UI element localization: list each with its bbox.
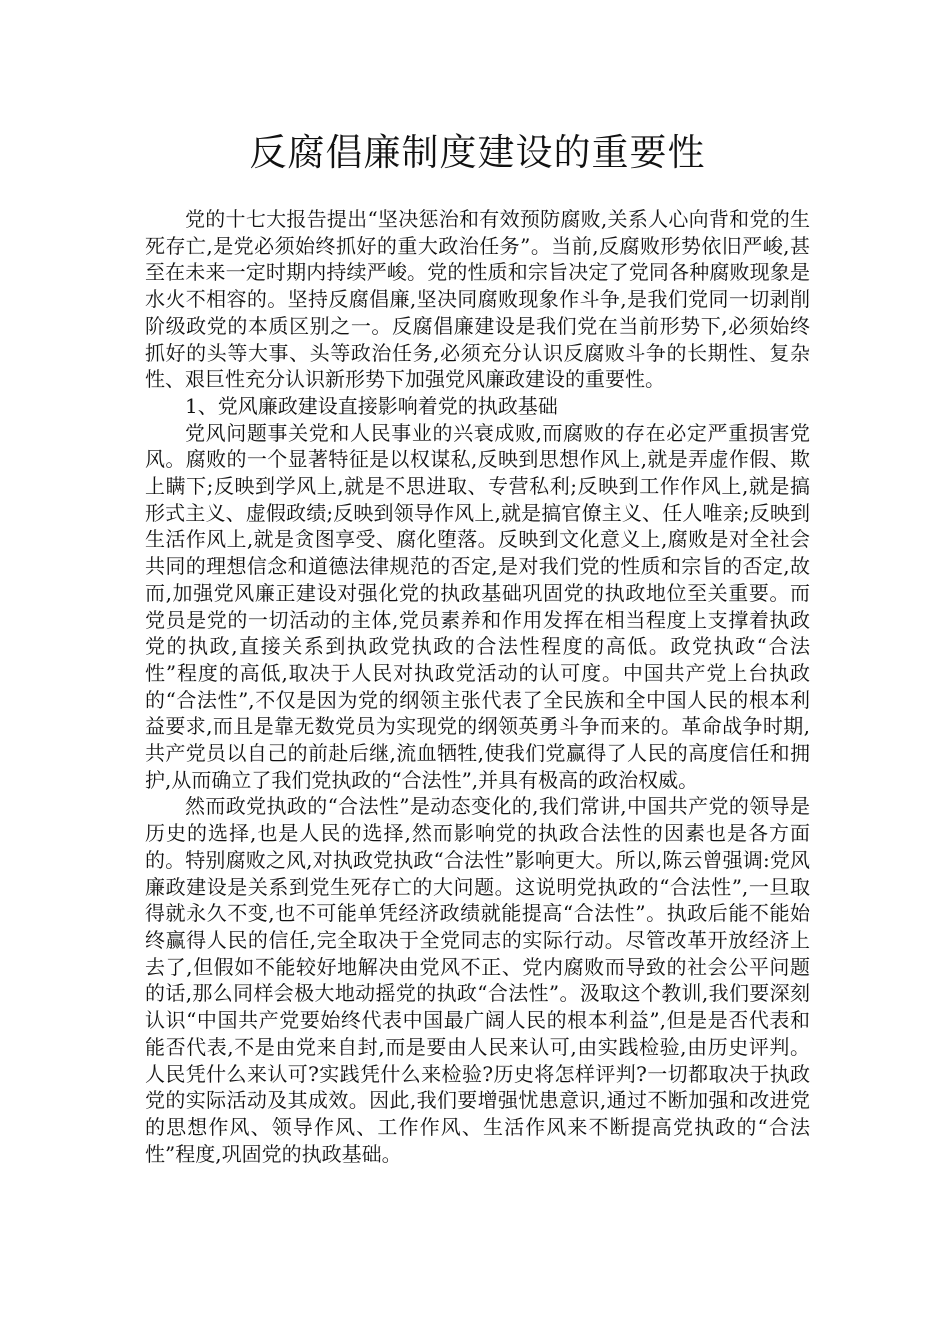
paragraph-intro: 党的十七大报告提出“坚决惩治和有效预防腐败,关系人心向背和党的生死存亡,是党必须始终抓好的重大政治任务”。当前,反腐败形势依旧严峻,甚至在未来一定时期内持续严峻。党的性质和宗旨决定了党同各种腐败现象是水火不相容的。坚持反腐倡廉,坚决同腐败现象作斗争,是我们党同一切剥削阶级政党的本质区别之一。反腐倡廉建设是我们党在当前形势下,必须始终抓好的头等大事、头等政治任务,必须充分认识反腐败斗争的长期性、复杂性、艰巨性充分认识新形势下加强党风廉政建设的重要性。 bbox=[145, 207, 810, 392]
paragraph-party-style: 党风问题事关党和人民事业的兴衰成败,而腐败的存在必定严重损害党风。腐败的一个显著特征是以权谋私,反映到思想作风上,就是弄虚作假、欺上瞒下;反映到学风上,就是不思进取、专营私利;反映到工作作风上,就是搞形式主义、虚假政绩;反映到领导作风上,就是搞官僚主义、任人唯亲;反映到生活作风上,就是贪图享受、腐化堕落。反映到文化意义上,腐败是对全社会共同的理想信念和道德法律规范的否定,是对我们党的性质和宗旨的否定,故而,加强党风廉正建设对强化党的执政基础巩固党的执政地位至关重要。而党员是党的一切活动的主体,党员素养和作用发挥在相当程度上支撑着执政党的执政,直接关系到执政党执政的合法性程度的高低。政党执政“合法性”程度的高低,取决于人民对执政党活动的认可度。中国共产党上台执政的“合法性”,不仅是因为党的纲领主张代表了全民族和全中国人民的根本利益要求,而且是靠无数党员为实现党的纲领英勇斗争而来的。革命战争时期,共产党员以自己的前赴后继,流血牺牲,使我们党赢得了人民的高度信任和拥护,从而确立了我们党执政的“合法性”,并具有极高的政治权威。 bbox=[145, 420, 810, 792]
document-body bbox=[145, 206, 810, 1167]
paragraph-legitimacy: 然而政党执政的“合法性”是动态变化的,我们常讲,中国共产党的领导是历史的选择,也是人民的选择,然而影响党的执政合法性的因素也是各方面的。特别腐败之风,对执政党执政“合法性”影响更大。所以,陈云曾强调:党风廉政建设是关系到党生死存亡的大问题。这说明党执政的“合法性”,一旦取得就永久不变,也不可能单凭经济政绩就能提高“合法性”。执政后能不能始终赢得人民的信任,完全取决于全党同志的实际行动。尽管改革开放经济上去了,但假如不能较好地解决由党风不正、党内腐败而导致的社会公平问题的话,那么同样会极大地动摇党的执政“合法性”。汲取这个教训,我们要深刻认识“中国共产党要始终代表中国最广阔人民的根本利益”,但是是否代表和能否代表,不是由党来自封,而是要由人民来认可,由实践检验,由历史评判。人民凭什么来认可?实践凭什么来检验?历史将怎样评判?一切都取决于执政党的实际活动及其成效。因此,我们要增强忧患意识,通过不断加强和改进党的思想作风、领导作风、工作作风、生活作风来不断提高党执政的“合法性”程度,巩固党的执政基础。 bbox=[145, 794, 810, 1166]
document-title: 反腐倡廉制度建设的重要性 bbox=[249, 131, 706, 174]
section-heading-1: 1、党风廉政建设直接影响着党的执政基础 bbox=[185, 393, 558, 418]
document-page bbox=[145, 0, 810, 1167]
